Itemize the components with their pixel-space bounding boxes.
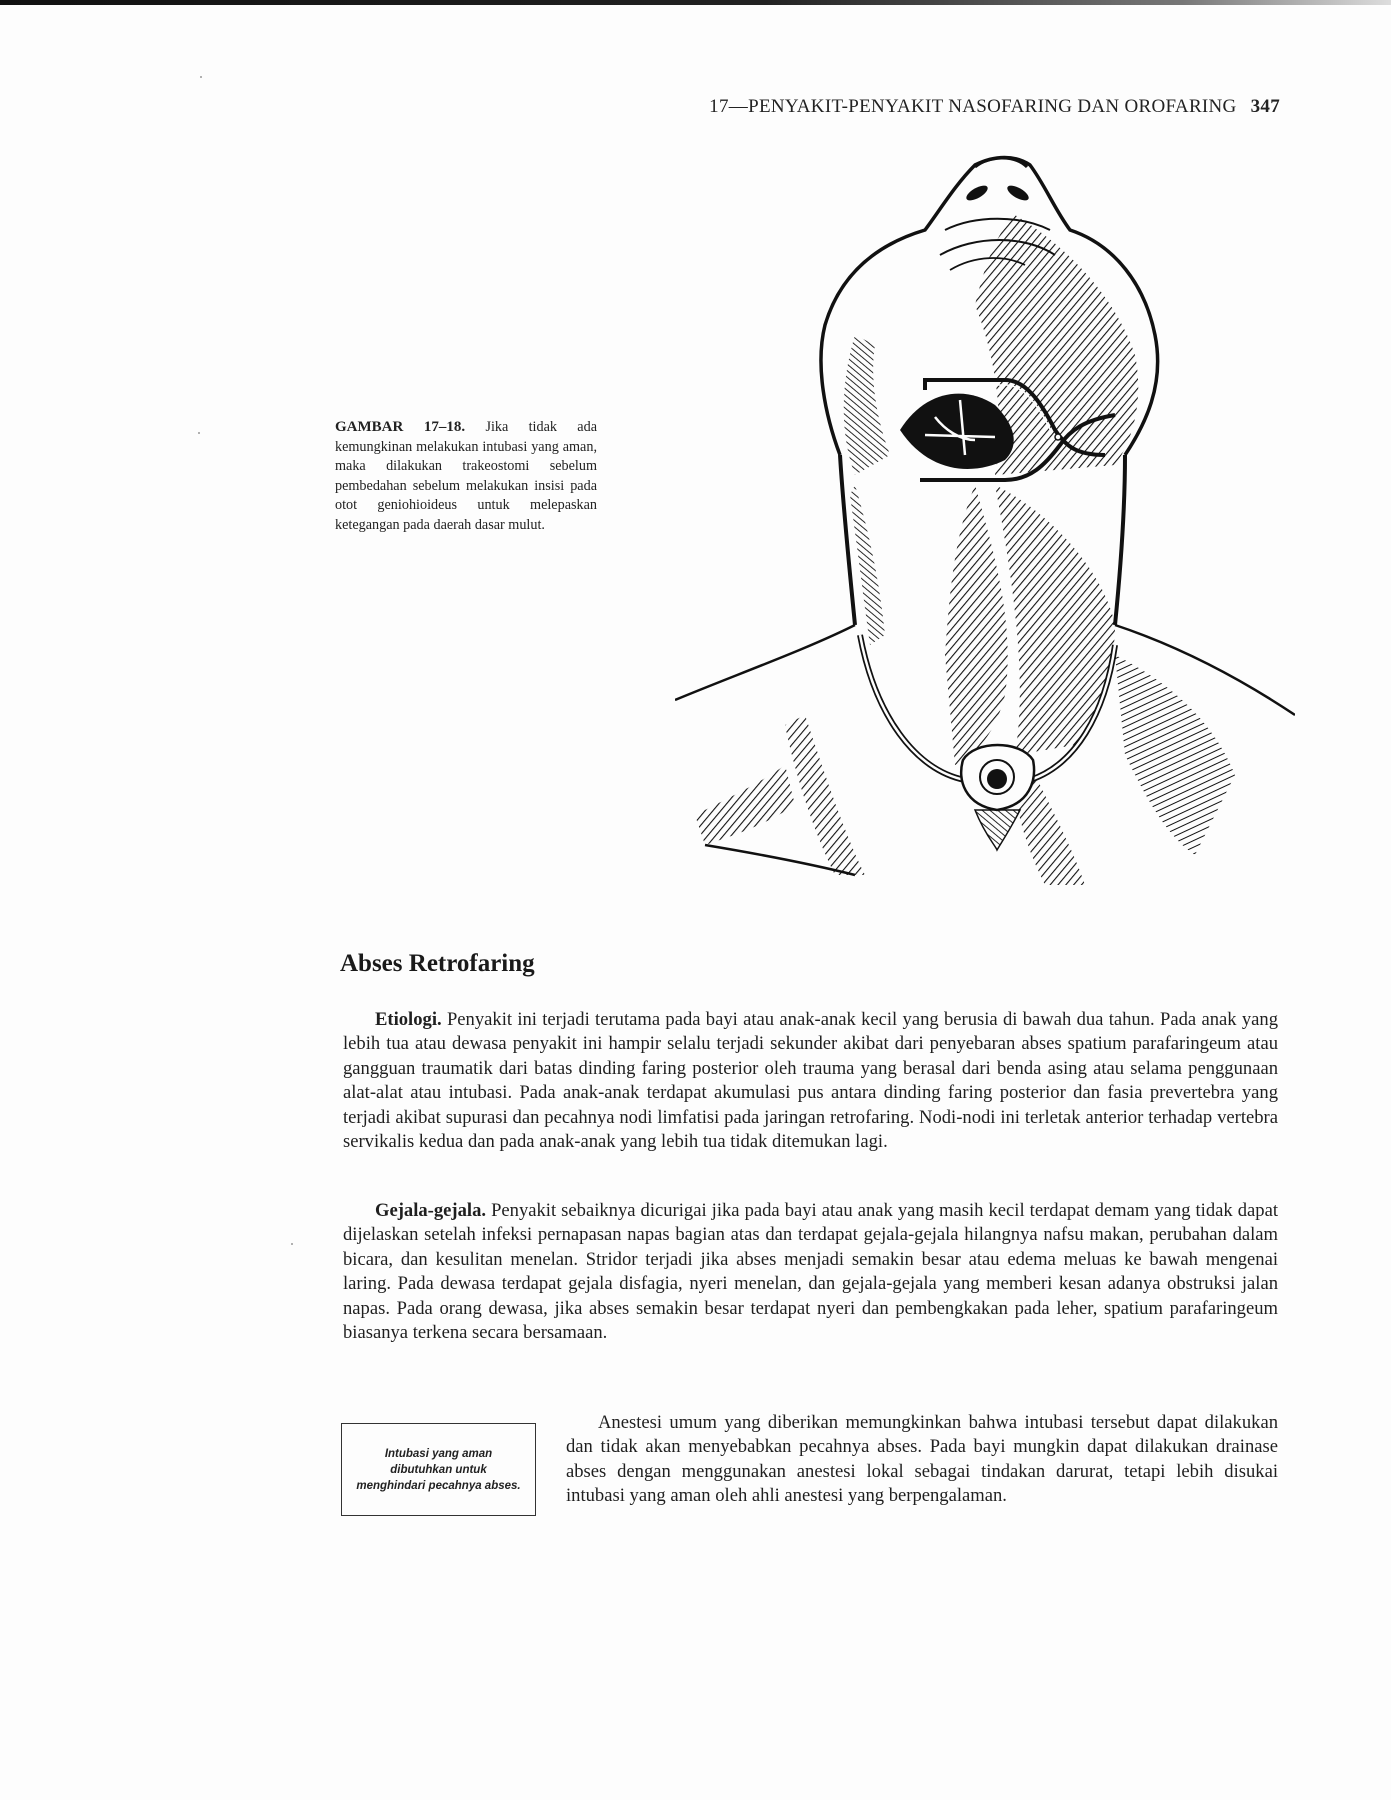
head-neck-drawing-icon — [675, 155, 1295, 890]
run-in-heading: Etiologi. — [375, 1009, 442, 1030]
section-title: Abses Retrofaring — [340, 950, 535, 977]
running-header — [640, 96, 1280, 118]
figure-caption-text: Jika tidak ada kemungkinan melakukan intubasi yang aman, maka dilakukan trakeostomi sebelum pembedahan sebelum melakukan insisi pada otot geniohioideus untuk melepaskan ketegangan pada daerah dasar mulut. — [335, 419, 597, 533]
page-number: 347 — [1250, 96, 1280, 117]
pull-quote-box — [341, 1423, 536, 1516]
run-in-heading: Gejala-gejala. — [375, 1200, 487, 1221]
scan-speck — [198, 432, 200, 434]
paragraph-etiologi — [343, 1008, 1278, 1154]
figure-caption — [335, 418, 597, 536]
figure-label: GAMBAR 17–18. — [335, 419, 466, 435]
running-title: 17—PENYAKIT-PENYAKIT NASOFARING DAN OROFARING — [709, 96, 1237, 117]
surgical-illustration — [675, 155, 1295, 890]
paragraph-anestesi — [566, 1411, 1278, 1509]
scan-edge-shadow — [0, 0, 1391, 5]
paragraph-text: Penyakit ini terjadi terutama pada bayi atau anak-anak kecil yang berusia di bawah dua tahun. Pada anak yang lebih tua atau dewasa penyakit ini hampir selalu terjadi sekunder akibat dari penyebaran abses spatium parafaringeum atau gangguan traumatik dari batas dinding faring posterior oleh trauma yang berasal dari benda asing atau selama penggunaan alat-alat atau intubasi. Pada anak-anak terdapat akumulasi pus antara dinding faring posterior dan fasia prevertebra yang terjadi akibat supurasi dan pecahnya nodi limfatisi pada jaringan retrofaring. Nodi-nodi ini terletak anterior terhadap vertebra servikalis kedua dan pada anak-anak yang lebih tua tidak ditemukan lagi. — [343, 1009, 1278, 1153]
scan-speck — [291, 1243, 293, 1245]
scan-speck — [200, 76, 202, 78]
paragraph-text: Anestesi umum yang diberikan memungkinkan bahwa intubasi tersebut dapat dilakukan dan tidak akan menyebabkan pecahnya abses. Pada bayi mungkin dapat dilakukan drainase abses dengan menggunakan anestesi lokal sebagai tindakan darurat, tetapi lebih disukai intubasi yang aman oleh ahli anestesi yang berpengalaman. — [566, 1412, 1278, 1507]
paragraph-gejala — [343, 1199, 1278, 1345]
pull-quote-text: Intubasi yang aman dibutuhkan untuk menghindari pecahnya abses. — [356, 1447, 521, 1492]
paragraph-text: Penyakit sebaiknya dicurigai jika pada bayi atau anak yang masih kecil terdapat demam yang tidak dapat dijelaskan setelah infeksi pernapasan napas bagian atas dan terdapat gejala-gejala hilangnya nafsu makan, perubahan dalam bicara, dan kesulitan menelan. Stridor terjadi jika abses menjadi semakin besar atau edema meluas ke bawah mengenai laring. Pada dewasa terdapat gejala disfagia, nyeri menelan, dan gejala-gejala yang memberi kesan adanya obstruksi jalan napas. Pada orang dewasa, jika abses semakin besar terdapat nyeri dan pembengkakan pada leher, spatium parafaringeum biasanya terkena secara bersamaan. — [343, 1200, 1278, 1344]
